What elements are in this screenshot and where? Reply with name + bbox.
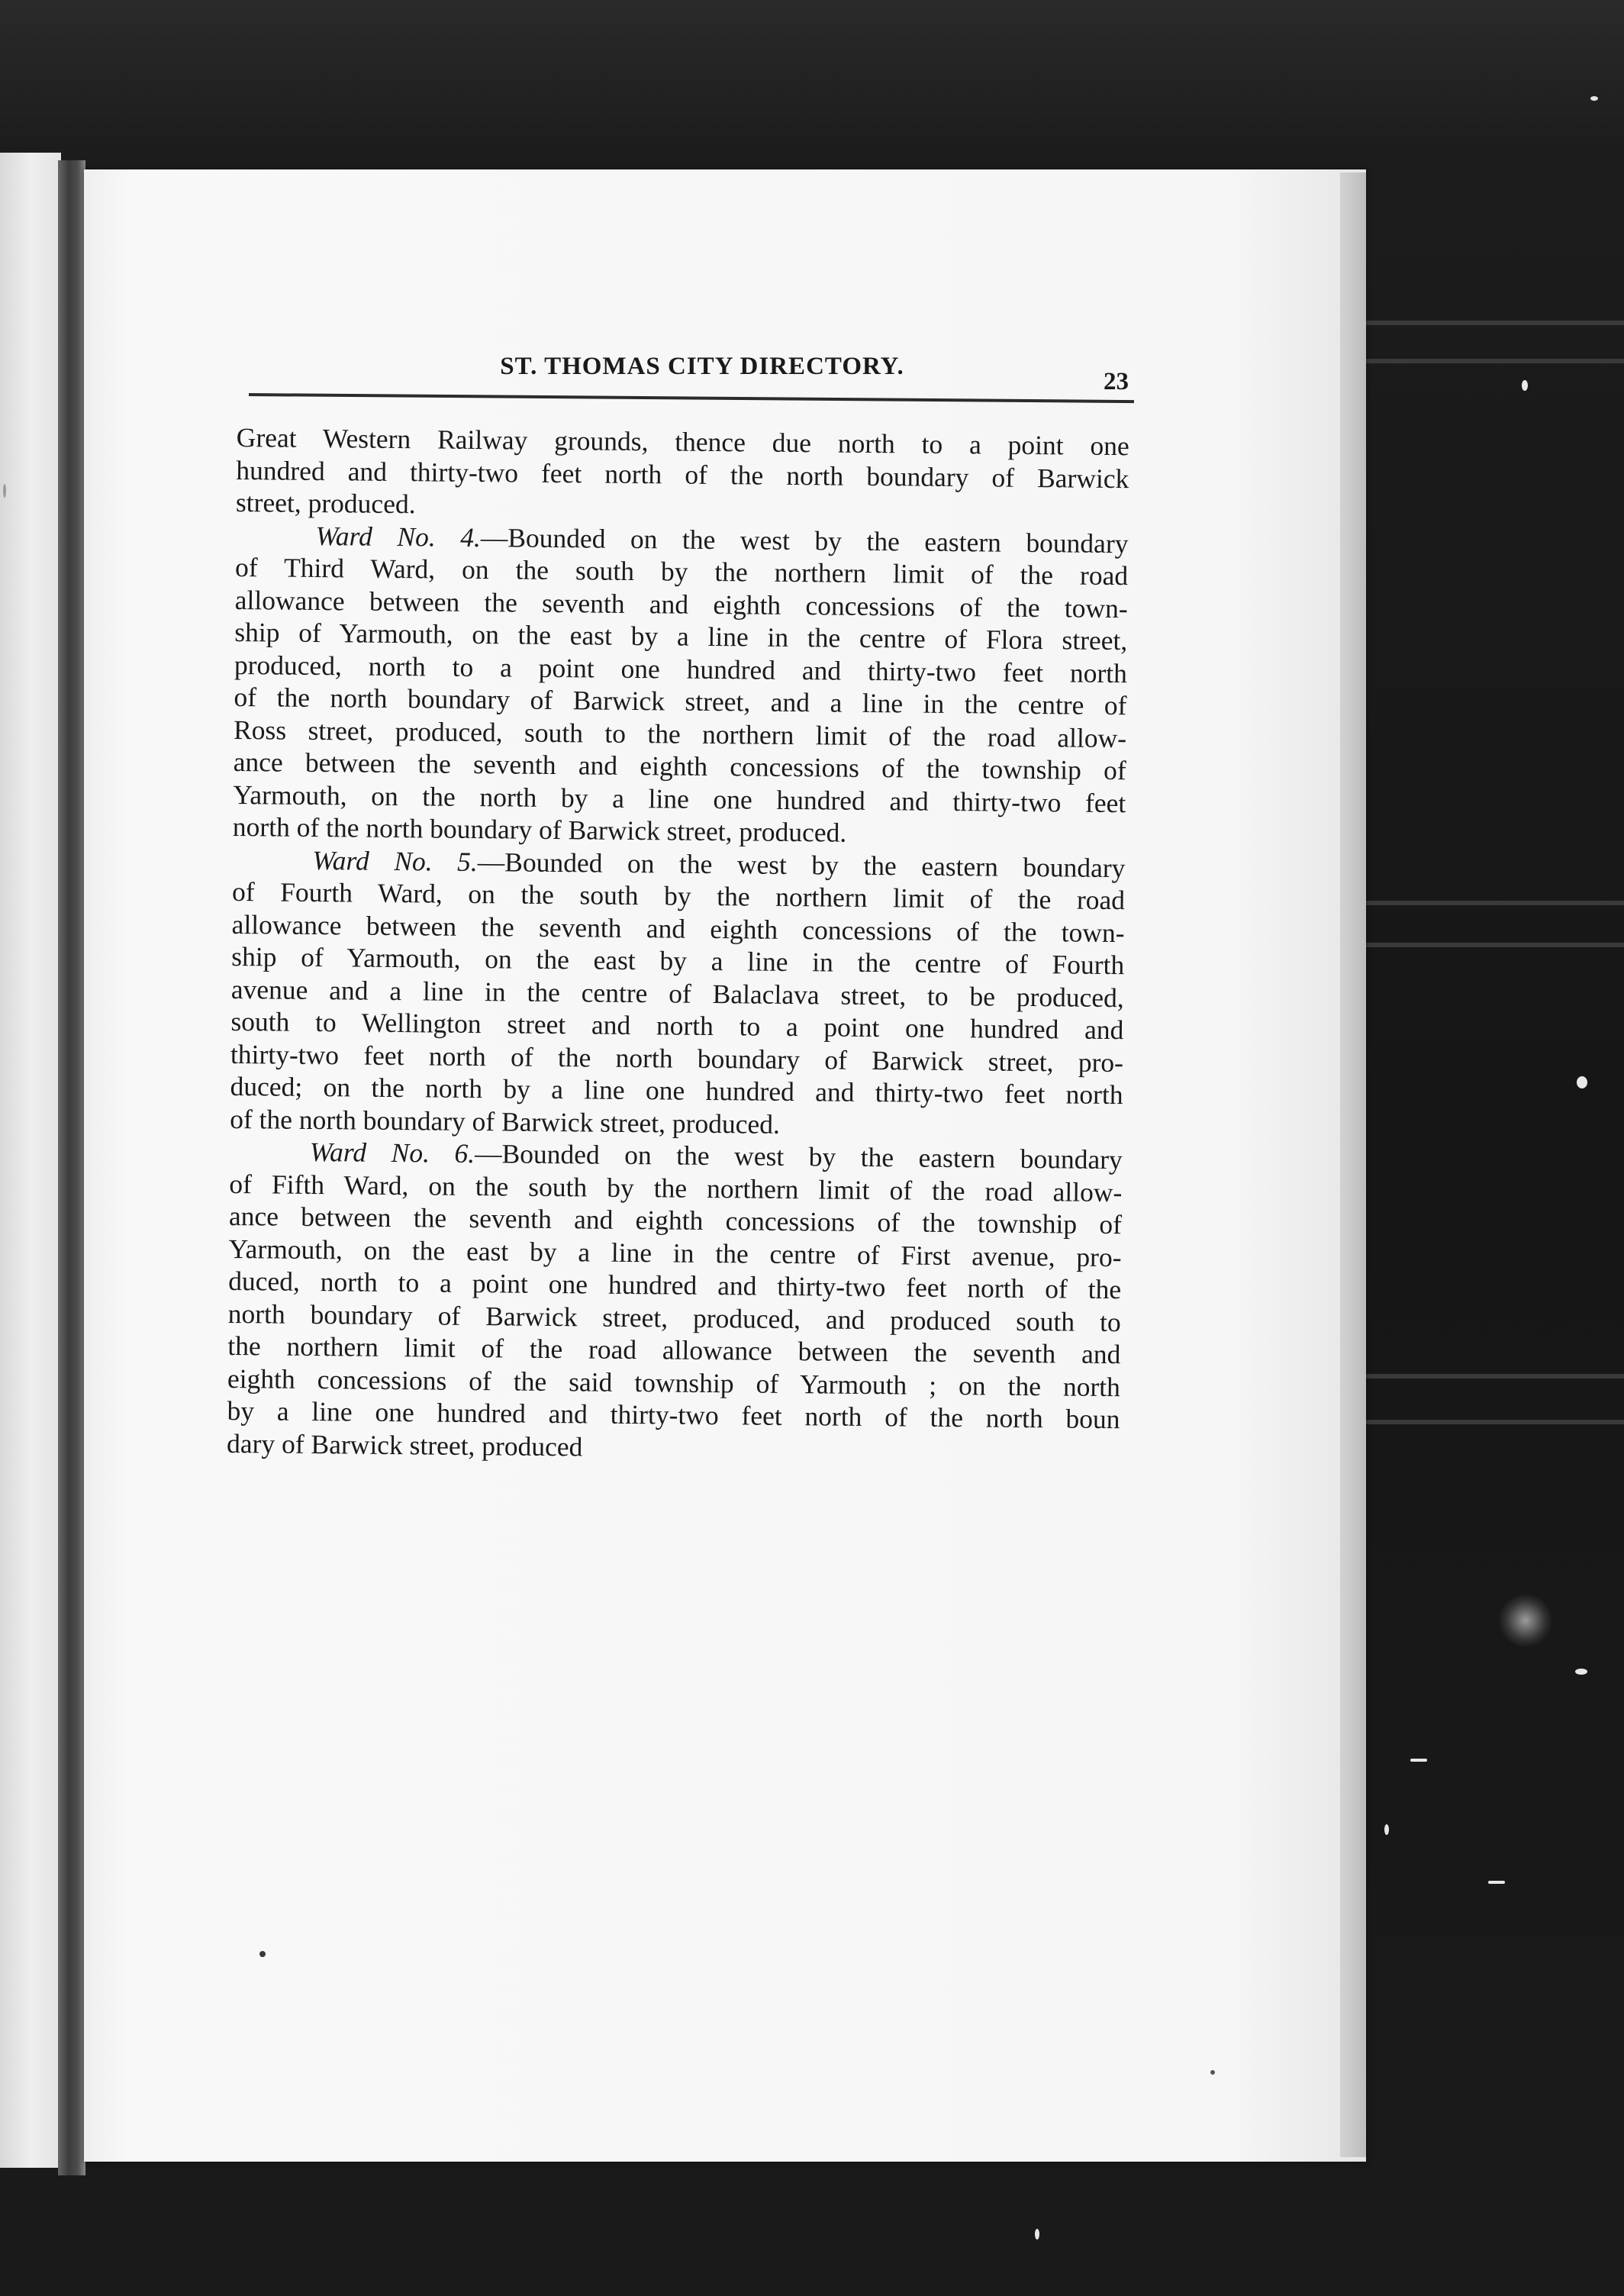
- dust-speck: [1210, 2070, 1215, 2075]
- text-run: —Bounded on the west by the eastern boundary: [477, 846, 1126, 883]
- background-stripe: [1366, 321, 1624, 325]
- text-line: of the north boundary of Barwick street, produced.: [230, 1103, 781, 1140]
- text-line: avenue and a line in the centre of Balaclava street, to be produced,: [230, 973, 1125, 1013]
- dust-speck: [1410, 1759, 1427, 1762]
- paragraph: [236, 421, 1129, 527]
- text-line: Yarmouth, on the north by a line one hundred and thirty-two feet: [233, 779, 1126, 818]
- text-line: ance between the seventh and eighth concessions of the township of: [228, 1200, 1123, 1240]
- text-run: —Bounded on the west by the eastern boundary: [480, 521, 1129, 559]
- text-line: dary of Barwick street, produced: [226, 1427, 583, 1462]
- text-line: Yarmouth, on the east by a line in the centre of First avenue, pro-: [228, 1233, 1122, 1272]
- text-line: of the north boundary of Barwick street, and a line in the centre of: [234, 681, 1127, 721]
- text-line: north boundary of Barwick street, produced, and produced south to: [227, 1298, 1121, 1337]
- dust-speck: [1575, 1669, 1587, 1675]
- text-line: duced; on the north by a line one hundred and thirty-two feet north: [230, 1070, 1123, 1111]
- dust-speck: [1590, 96, 1598, 101]
- text-line: ship of Yarmouth, on the east by a line in the centre of Fourth: [231, 940, 1125, 981]
- background-stripe: [1366, 359, 1624, 363]
- running-header: ST. THOMAS CITY DIRECTORY.: [500, 353, 904, 380]
- scan-glare: [1499, 1594, 1552, 1647]
- text-line: Great Western Railway grounds, thence due north to a point one: [236, 421, 1129, 462]
- page-edge-shadow: [1340, 173, 1366, 2157]
- text-line: the northern limit of the road allowance between the seventh and: [227, 1330, 1121, 1370]
- background-stripe: [1366, 943, 1624, 947]
- dust-speck: [259, 1951, 266, 1957]
- text-line: of Fourth Ward, on the south by the northern limit of the road: [231, 876, 1126, 916]
- book-spine: [58, 160, 85, 2175]
- facing-page-edge: [0, 153, 61, 2168]
- dust-speck: [1035, 2229, 1039, 2240]
- text-line: south to Wellington street and north to a point one hundred and: [230, 1005, 1124, 1046]
- text-line: produced, north to a point one hundred and thirty-two feet north: [234, 649, 1128, 688]
- text-line: street, produced.: [235, 486, 416, 520]
- text-run: —Bounded on the west by the eastern boundary: [474, 1138, 1123, 1175]
- text-line: thirty-two feet north of the north boundary of Barwick street, pro-: [230, 1038, 1124, 1078]
- text-line: of Third Ward, on the south by the northern limit of the road: [234, 551, 1129, 592]
- body-text: [227, 421, 1129, 1468]
- text-line: ance between the seventh and eighth concessions of the township of: [233, 746, 1126, 786]
- paragraph-ward-6: [227, 1135, 1123, 1468]
- text-line: allowance between the seventh and eighth concessions of the town-: [234, 584, 1128, 624]
- page-number: 23: [1104, 368, 1129, 395]
- text-line: hundred and thirty-two feet north of the north boundary of Barwick: [236, 454, 1129, 494]
- paragraph-ward-5: [230, 843, 1126, 1143]
- text-line: ship of Yarmouth, on the east by a line in the centre of Flora street,: [234, 616, 1128, 656]
- paragraph-ward-4: [233, 518, 1129, 851]
- dust-speck: [1577, 1076, 1587, 1088]
- text-line: by a line one hundred and thirty-two feet north of the north boun: [227, 1395, 1120, 1435]
- text-line: allowance between the seventh and eighth concessions of the town-: [231, 908, 1125, 948]
- dust-speck: [3, 484, 6, 498]
- text-line: duced, north to a point one hundred and thirty-two feet north of the: [227, 1265, 1122, 1305]
- background-stripe: [1366, 1420, 1624, 1424]
- ward-heading: Ward No. 5.: [312, 844, 478, 877]
- dust-speck: [1384, 1824, 1389, 1835]
- background-stripe: [1366, 1374, 1624, 1379]
- ward-heading: Ward No. 6.: [309, 1136, 475, 1169]
- ward-heading: Ward No. 4.: [315, 520, 482, 553]
- text-line: eighth concessions of the said township of Yarmouth ; on the north: [227, 1362, 1121, 1402]
- background-stripe: [1366, 901, 1624, 905]
- dust-speck: [1522, 380, 1528, 391]
- dust-speck: [1488, 1881, 1505, 1884]
- text-line: Ross street, produced, south to the northern limit of the road allow-: [233, 714, 1127, 753]
- text-line: north of the north boundary of Barwick street, produced.: [232, 811, 847, 848]
- text-line: of Fifth Ward, on the south by the northern limit of the road allow-: [229, 1168, 1123, 1208]
